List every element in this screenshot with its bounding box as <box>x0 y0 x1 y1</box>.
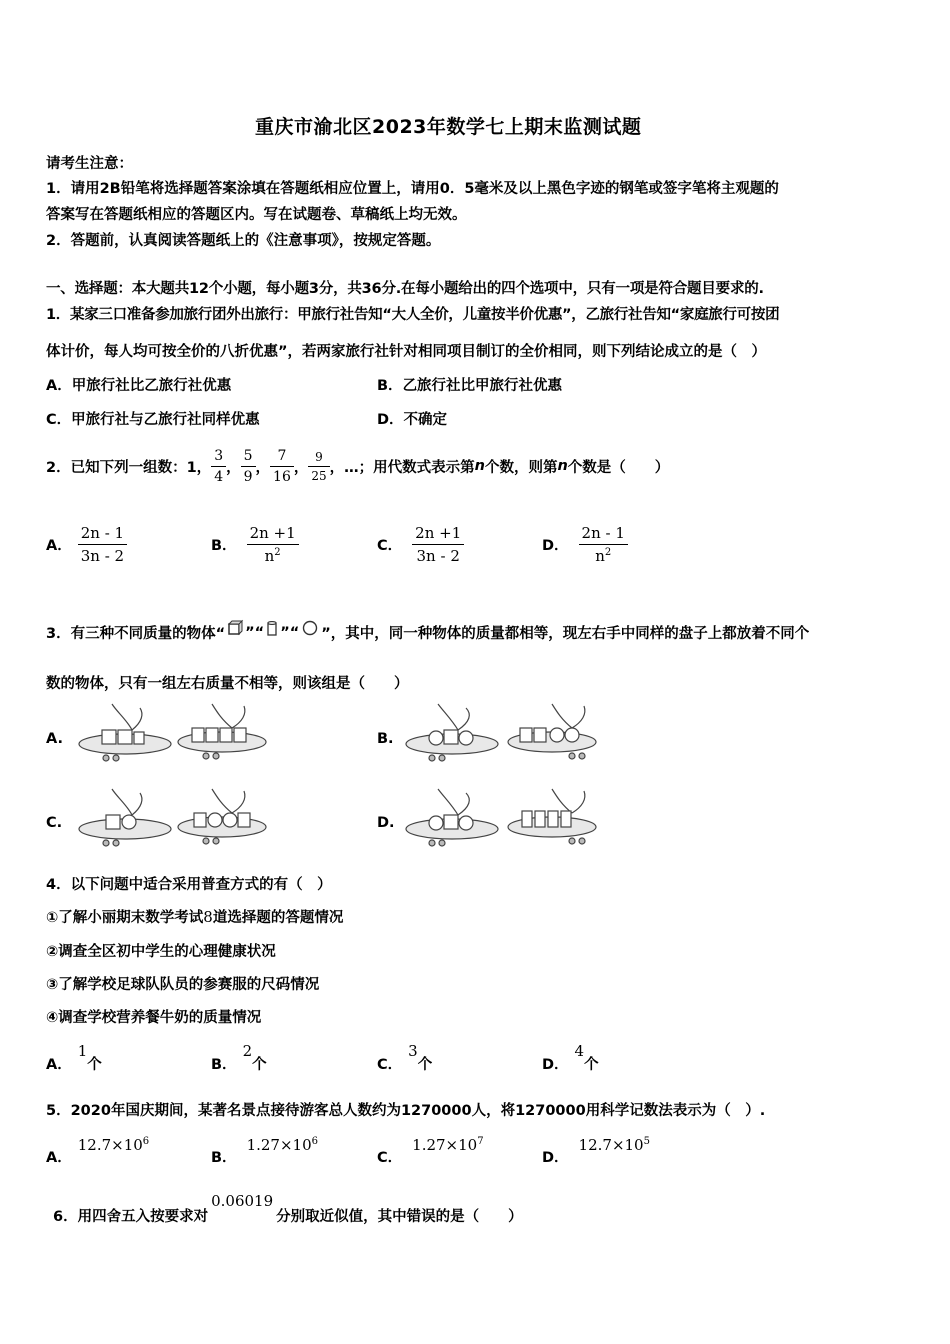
q2-fraction-3: $\frac{7}{16}$ <box>270 448 294 485</box>
q5-option-b[interactable]: B．$1.27\times 10^6$ <box>211 1136 318 1166</box>
q4-option-a[interactable]: A．1个 <box>46 1042 102 1073</box>
q2-stem: 2．已知下列一组数：1， $\frac{3}{4}$ ， $\frac{5}{9}$ ， $\frac{7}{16}$ ， $\frac{9}{25}$ ，…；用代数式表示第 n 个数，则第 n 个数是（ ） <box>46 447 670 485</box>
page-title: 重庆市渝北区2023年数学七上期末监测试题 <box>255 116 642 138</box>
q3-option-b-image[interactable] <box>402 700 602 768</box>
q2-option-c[interactable]: C． $\frac{2n +1}{3n - 2}$ <box>377 524 464 565</box>
q1-option-d[interactable]: D．不确定 <box>377 412 448 428</box>
q5-stem: 5．2020年国庆期间，某著名景点接待游客总人数约为1270000人，将1270000用科学记数法表示为（ ）. <box>46 1103 766 1119</box>
q6-stem: 6．用四舍五入按要求对0.06019分别取近似值，其中错误的是（ ） <box>53 1192 523 1225</box>
notice-line-2: 2．答题前，认真阅读答题纸上的《注意事项》，按规定答题。 <box>46 233 441 249</box>
q1-line-1: 1．某家三口准备参加旅行团外出旅行：甲旅行社告知“大人全价，儿童按半价优惠”，乙旅行社告知“家庭旅行可按团 <box>46 307 780 323</box>
q4-item-1: ①了解小丽期末数学考试8道选择题的答题情况 <box>46 908 344 926</box>
q2-fraction-4: $\frac{9}{25}$ <box>308 450 329 483</box>
q3-option-b-label[interactable]: B. <box>377 731 394 747</box>
q2-fraction-2: $\frac{5}{9}$ <box>241 448 256 485</box>
q3-option-d-label[interactable]: D. <box>377 815 395 831</box>
q5-option-c[interactable]: C．$1.27\times 10^7$ <box>377 1136 484 1166</box>
section-heading: 一、选择题：本大题共12个小题，每小题3分，共36分.在每小题给出的四个选项中，只有一项是符合题目要求的. <box>46 281 764 297</box>
q3-option-a-label[interactable]: A. <box>46 731 63 747</box>
q4-option-c[interactable]: C．3个 <box>377 1042 433 1073</box>
cube-shape-icon <box>227 620 243 638</box>
q2-fraction-1: $\frac{3}{4}$ <box>211 448 226 485</box>
q4-item-2: ②调查全区初中学生的心理健康状况 <box>46 944 276 960</box>
q4-option-b[interactable]: B．2个 <box>211 1042 267 1073</box>
q2-option-b[interactable]: B． $\frac{2n +1}{n^2}$ <box>211 524 299 565</box>
q2-option-d[interactable]: D． $\frac{2n - 1}{n^2}$ <box>542 524 628 565</box>
q4-item-3: ③了解学校足球队队员的参赛服的尺码情况 <box>46 977 320 993</box>
q3-option-a-image[interactable] <box>72 700 272 768</box>
sphere-shape-icon <box>301 620 319 638</box>
q1-option-a[interactable]: A．甲旅行社比乙旅行社优惠 <box>46 378 232 394</box>
q4-option-d[interactable]: D．4个 <box>542 1042 599 1073</box>
q4-stem: 4．以下问题中适合采用普查方式的有（ ） <box>46 877 332 893</box>
notice-line-1b: 答案写在答题纸相应的答题区内。写在试题卷、草稿纸上均无效。 <box>46 207 467 223</box>
q1-option-c[interactable]: C．甲旅行社与乙旅行社同样优惠 <box>46 412 260 428</box>
q1-line-2: 体计价，每人均可按全价的八折优惠”，若两家旅行社针对相同项目制订的全价相同，则下列结论成立的是（ ） <box>46 344 767 360</box>
q3-line-1: 3．有三种不同质量的物体“ ”“ ”“ ”，其中，同一种物体的质量都相等，现左右手中同样的盘子上都放着不同个 <box>46 622 809 643</box>
cylinder-shape-icon <box>266 620 278 638</box>
q5-option-d[interactable]: D．$12.7\times 10^5$ <box>542 1136 650 1166</box>
q5-option-a[interactable]: A．$12.7\times 10^6$ <box>46 1136 150 1166</box>
q4-item-4: ④调查学校营养餐牛奶的质量情况 <box>46 1010 262 1026</box>
q2-option-a[interactable]: A． $\frac{2n - 1}{3n - 2}$ <box>46 524 127 565</box>
q3-option-c-image[interactable] <box>72 785 272 853</box>
q3-line-2: 数的物体，只有一组左右质量不相等，则该组是（ ） <box>46 676 409 692</box>
q3-option-c-label[interactable]: C. <box>46 815 63 831</box>
q1-option-b[interactable]: B．乙旅行社比甲旅行社优惠 <box>377 378 563 394</box>
notice-heading: 请考生注意： <box>46 156 133 172</box>
notice-line-1a: 1．请用2B铅笔将选择题答案涂填在答题纸相应位置上，请用0．5毫米及以上黑色字迹的钢笔或签字笔将主观题的 <box>46 181 779 197</box>
q3-option-d-image[interactable] <box>402 785 602 853</box>
